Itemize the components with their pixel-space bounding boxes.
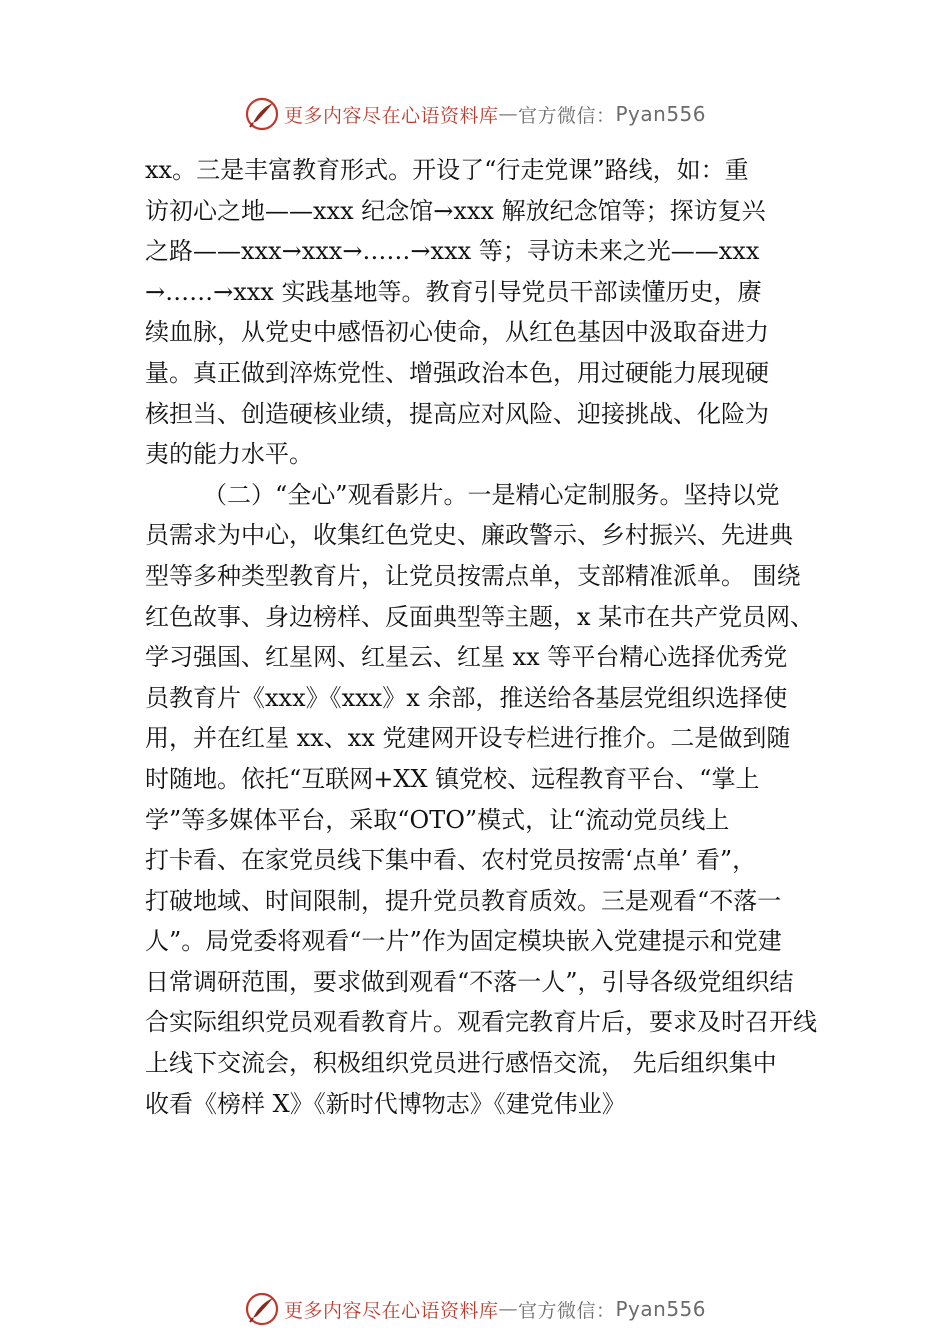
text-line: 学”等多媒体平台，采取“OTO”模式，让“流动党员线上 bbox=[145, 805, 730, 834]
banner-wechat-label: 官方微信： bbox=[517, 104, 616, 127]
text-line: 上线下交流会，积极组织党员进行感悟交流， 先后组织集中 bbox=[145, 1049, 777, 1078]
text-line: 型等多种类型教育片，让党员按需点单，支部精准派单。 围绕 bbox=[145, 561, 801, 590]
text-line: 员需求为中心，收集红色党史、廉政警示、乡村振兴、先进典 bbox=[145, 521, 793, 550]
text-line: 日常调研范围，要求做到观看“不落一人”，引导各级党组织结 bbox=[145, 967, 794, 996]
text-line: 人”。局党委将观看“一片”作为固定模块嵌入党建提示和党建 bbox=[145, 927, 782, 956]
text-line: 收看《榜样 X》《新时代博物志》《建党伟业》 bbox=[145, 1089, 626, 1118]
banner-wechat-id: Pyan556 bbox=[615, 1297, 707, 1321]
document-body bbox=[145, 150, 815, 1124]
banner-wechat-id: Pyan556 bbox=[615, 102, 707, 126]
feather-pen-emblem-icon bbox=[244, 96, 280, 132]
text-line: 员教育片《xxx》《xxx》x 余部，推送给各基层党组织选择使 bbox=[145, 683, 788, 712]
text-line: 量。真正做到淬炼党性、增强政治本色，用过硬能力展现硬 bbox=[145, 358, 769, 387]
footer-banner bbox=[0, 1289, 950, 1329]
banner-separator: — bbox=[498, 103, 518, 125]
banner-title: 更多内容尽在心语资料库 bbox=[283, 1299, 499, 1322]
text-line: 用，并在红星 xx、xx 党建网开设专栏进行推介。二是做到随 bbox=[145, 724, 791, 753]
text-line: 访初心之地——xxx 纪念馆→xxx 解放纪念馆等；探访复兴 bbox=[145, 196, 766, 225]
feather-pen-emblem-icon bbox=[244, 1291, 280, 1327]
header-banner bbox=[0, 94, 950, 134]
text-line: 学习强国、红星网、红星云、红星 xx 等平台精心选择优秀党 bbox=[145, 643, 788, 672]
text-line: 之路——xxx→xxx→……→xxx 等；寻访未来之光——xxx bbox=[145, 237, 760, 266]
banner-wechat-label: 官方微信： bbox=[517, 1299, 616, 1322]
text-line: xx。三是丰富教育形式。开设了“行走党课”路线，如：重 bbox=[145, 156, 749, 184]
text-line: 打卡看、在家党员线下集中看、农村党员按需‘点单’ 看”， bbox=[145, 846, 757, 875]
text-line: 红色故事、身边榜样、反面典型等主题，x 某市在共产党员网、 bbox=[145, 602, 815, 631]
text-line: 打破地域、时间限制，提升党员教育质效。三是观看“不落一 bbox=[145, 886, 782, 915]
banner-title: 更多内容尽在心语资料库 bbox=[283, 104, 499, 127]
text-line: 核担当、创造硬核业绩，提高应对风险、迎接挑战、化险为 bbox=[145, 399, 769, 428]
text-line: 续血脉，从党史中感悟初心使命，从红色基因中汲取奋进力 bbox=[145, 318, 769, 347]
section-heading-line: （二）“全心”观看影片。一是精心定制服务。坚持以党 bbox=[203, 480, 780, 509]
text-line: 时随地。依托“互联网+XX 镇党校、远程教育平台、“掌上 bbox=[145, 764, 760, 793]
text-line: →……→xxx 实践基地等。教育引导党员干部读懂历史，赓 bbox=[145, 277, 762, 306]
banner-separator: — bbox=[498, 1298, 518, 1320]
text-line: 夷的能力水平。 bbox=[145, 440, 313, 469]
text-line: 合实际组织党员观看教育片。观看完教育片后，要求及时召开线 bbox=[145, 1008, 817, 1037]
